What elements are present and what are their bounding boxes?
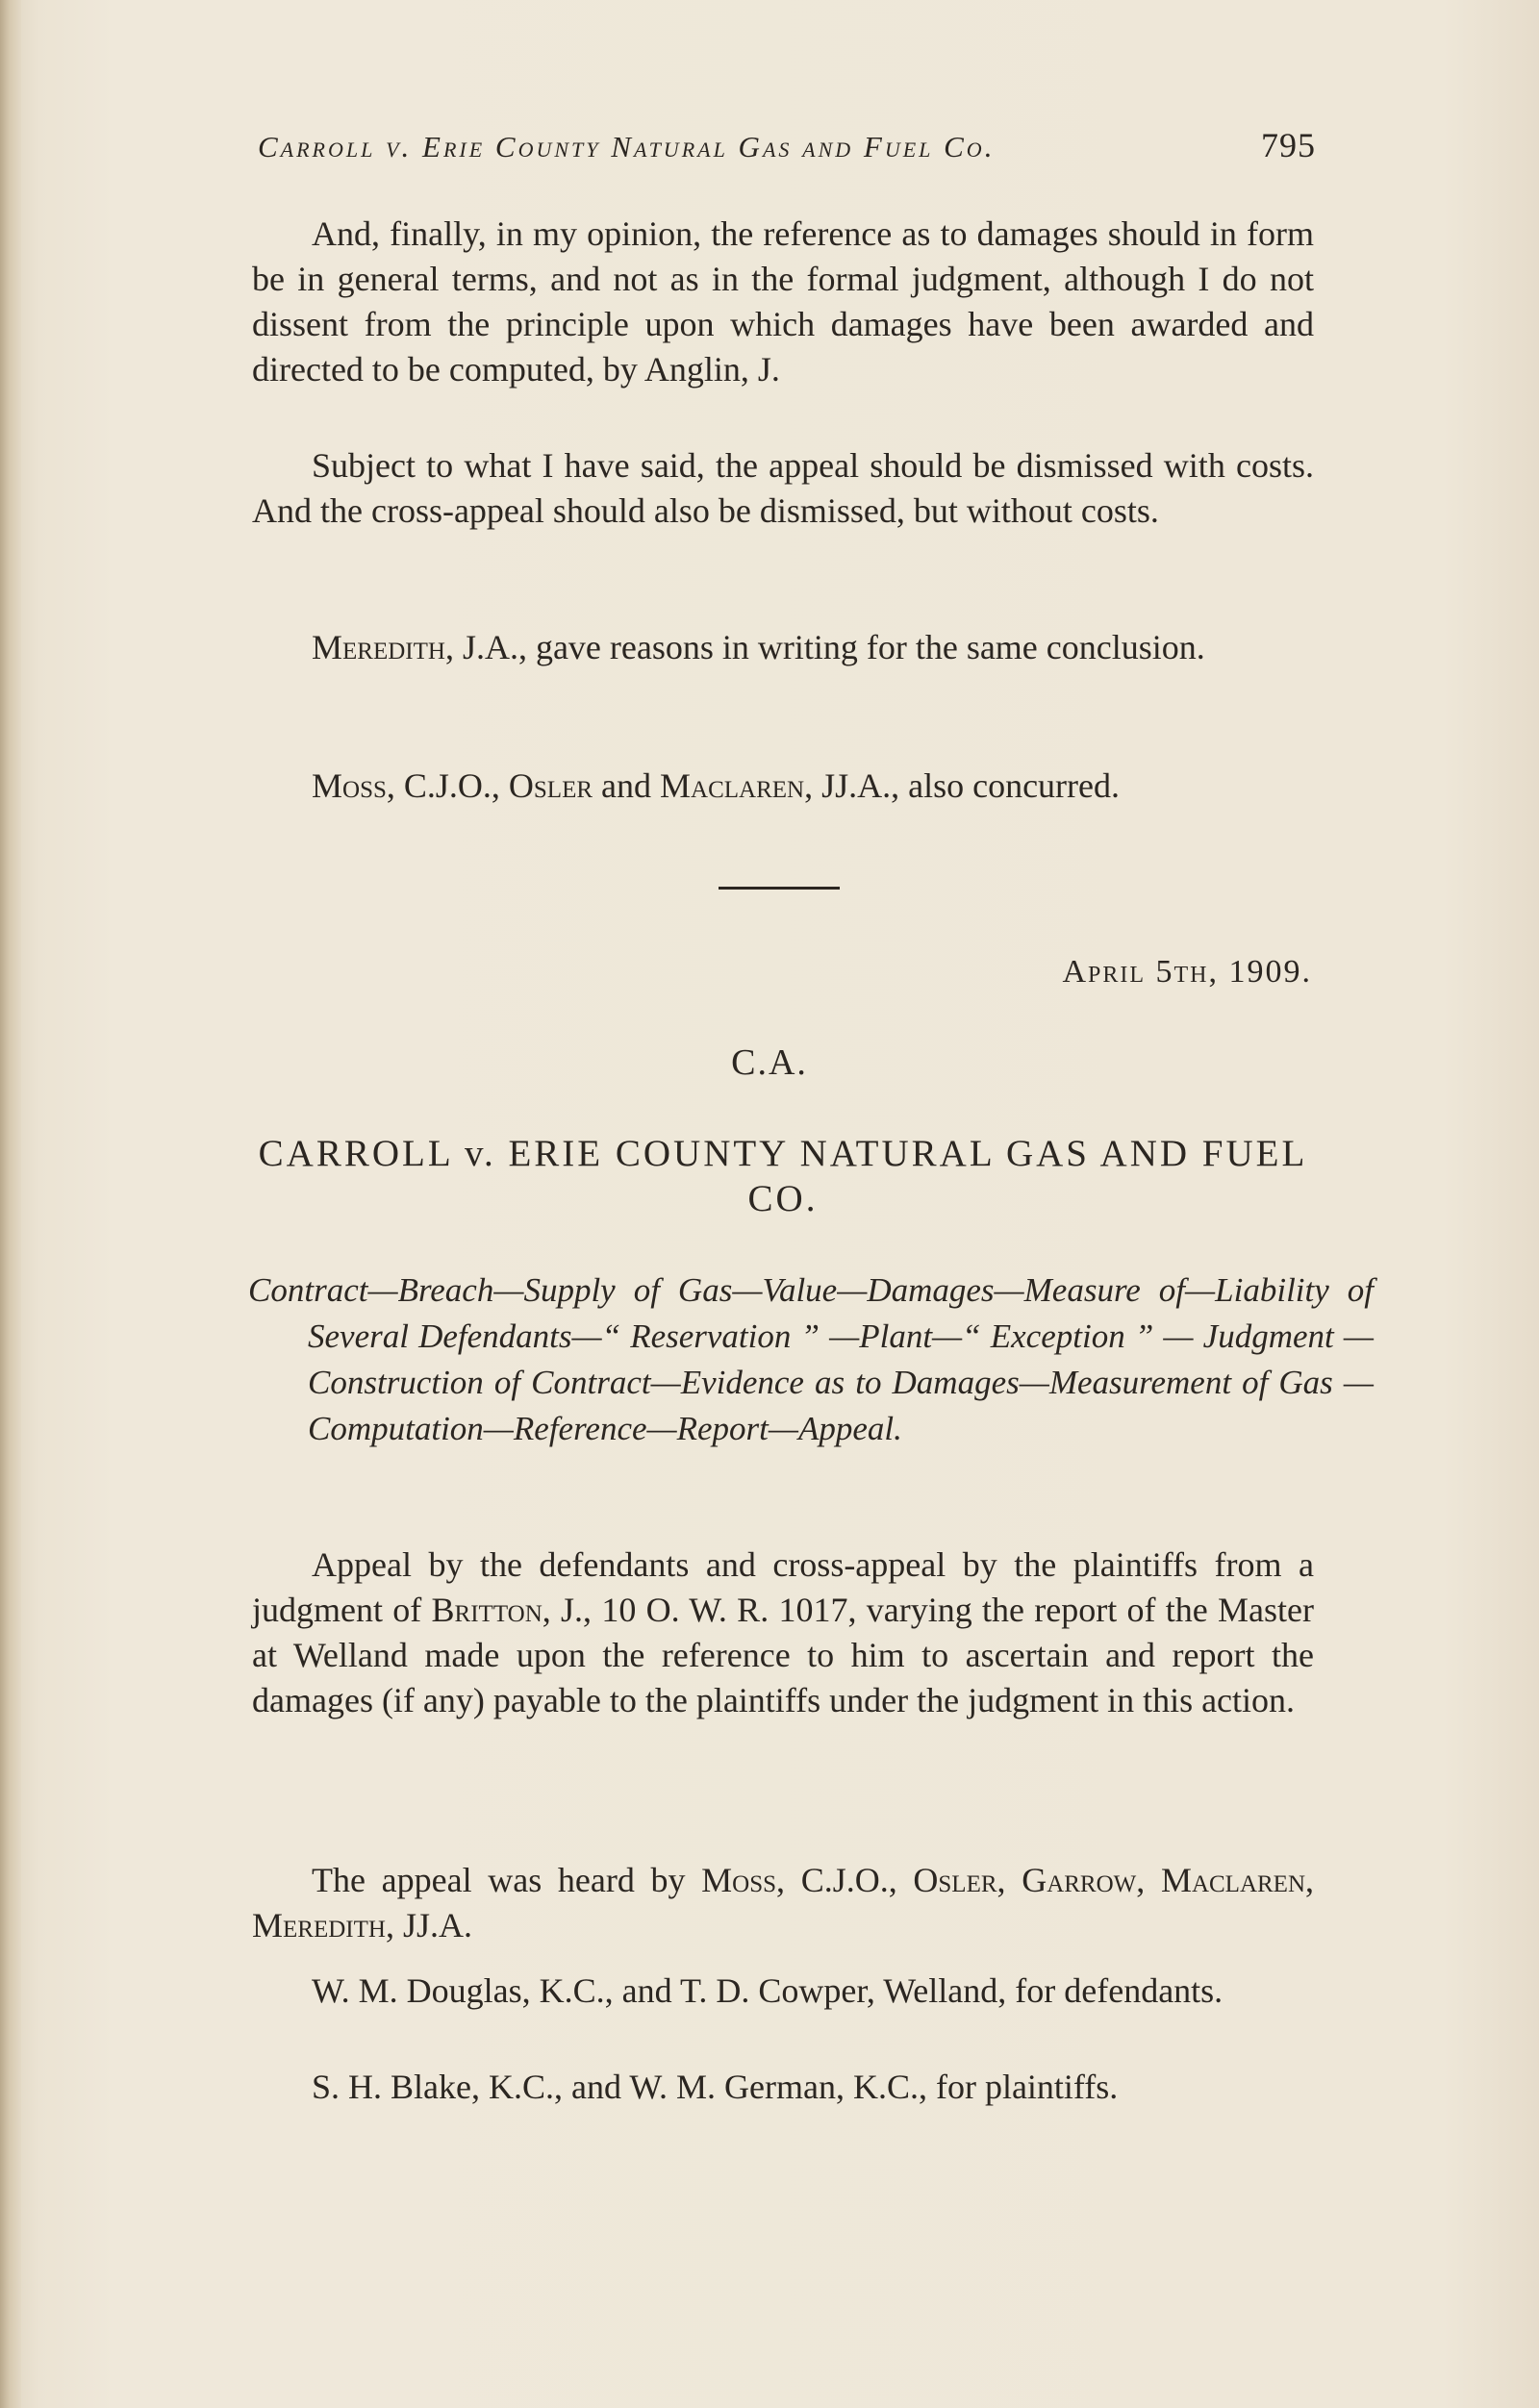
paragraph-meredith [252, 625, 1314, 670]
paragraph-text: , C.J.O., [386, 766, 509, 805]
paragraph-concurrence [252, 764, 1314, 809]
paragraph-text: , [1136, 1861, 1161, 1899]
paragraph-text: , J.A., gave reasons in writing for the same conclusion. [444, 628, 1205, 666]
paragraph-appeal [252, 1543, 1314, 1723]
page-binding-edge [0, 0, 21, 2408]
counsel-defendants: W. M. Douglas, K.C., and T. D. Cowper, Welland, for defendants. [312, 1971, 1224, 2010]
judge-name: Moss [312, 766, 387, 805]
court-label: C.A. [731, 1042, 808, 1083]
paragraph-disposition: Subject to what I have said, the appeal should be dismissed with costs. And the cross-appeal should also be dismissed, but without costs. [252, 446, 1314, 530]
counsel-plaintiffs: S. H. Blake, K.C., and W. M. German, K.C., for plaintiffs. [312, 2068, 1119, 2106]
judge-name: Osler [508, 766, 593, 805]
judge-name: Maclaren [1160, 1861, 1306, 1899]
paragraph-text: and [593, 766, 661, 805]
decision-date: April 5th, 1909. [1062, 954, 1312, 990]
case-title: CARROLL v. ERIE COUNTY NATURAL GAS AND FUEL CO. [258, 1133, 1308, 1219]
judge-name: Meredith [252, 1906, 386, 1944]
judge-name: Osler [913, 1861, 997, 1899]
page-number: 795 [1261, 126, 1316, 164]
section-divider [719, 887, 840, 890]
paragraph-text: , JJ.A., also concurred. [804, 766, 1121, 805]
judge-name: Maclaren [660, 766, 805, 805]
paragraph-finally: And, finally, in my opinion, the reference as to damages should in form be in general terms, and not as in the formal judgment, although I do not dissent from the principle upon which damages have been awarded and directed to be computed, by Anglin, J. [252, 214, 1314, 389]
judge-name: Britton [431, 1591, 542, 1629]
paragraph-text: The appeal was heard by [312, 1861, 702, 1899]
paragraph-text: , [997, 1861, 1022, 1899]
judge-name: Moss [701, 1861, 777, 1899]
paragraph-text: , JJ.A. [385, 1906, 472, 1944]
paragraph-text: , [1305, 1861, 1315, 1899]
paragraph-text: Appeal by the defendants and cross-appeal by the plaintiffs from a judgment of [252, 1545, 1314, 1629]
headnote: Contract—Breach—Supply of Gas—Value—Damages—Measure of—Liability of Several Defendants—“ Reservation ” —Plant—“ Exception ” — Judgment — Construction of Contract—Evidence as to Damages—Measurement of Gas —Computation—Reference—Report—Appeal. [248, 1271, 1374, 1447]
running-title: Carroll v. Erie County Natural Gas and Fuel Co. [258, 130, 996, 163]
judge-name: Meredith [312, 628, 445, 666]
paragraph-heard [252, 1858, 1314, 1948]
paragraph-text: , C.J.O., [776, 1861, 914, 1899]
judge-name: Garrow [1022, 1861, 1137, 1899]
running-header [258, 125, 1316, 165]
paragraph-text: , J., 10 O. W. R. 1017, varying the report of the Master at Welland made upon the reference to him to ascertain and report the damages (if any) payable to the plaintiffs under the judgment in this action. [252, 1591, 1314, 1719]
